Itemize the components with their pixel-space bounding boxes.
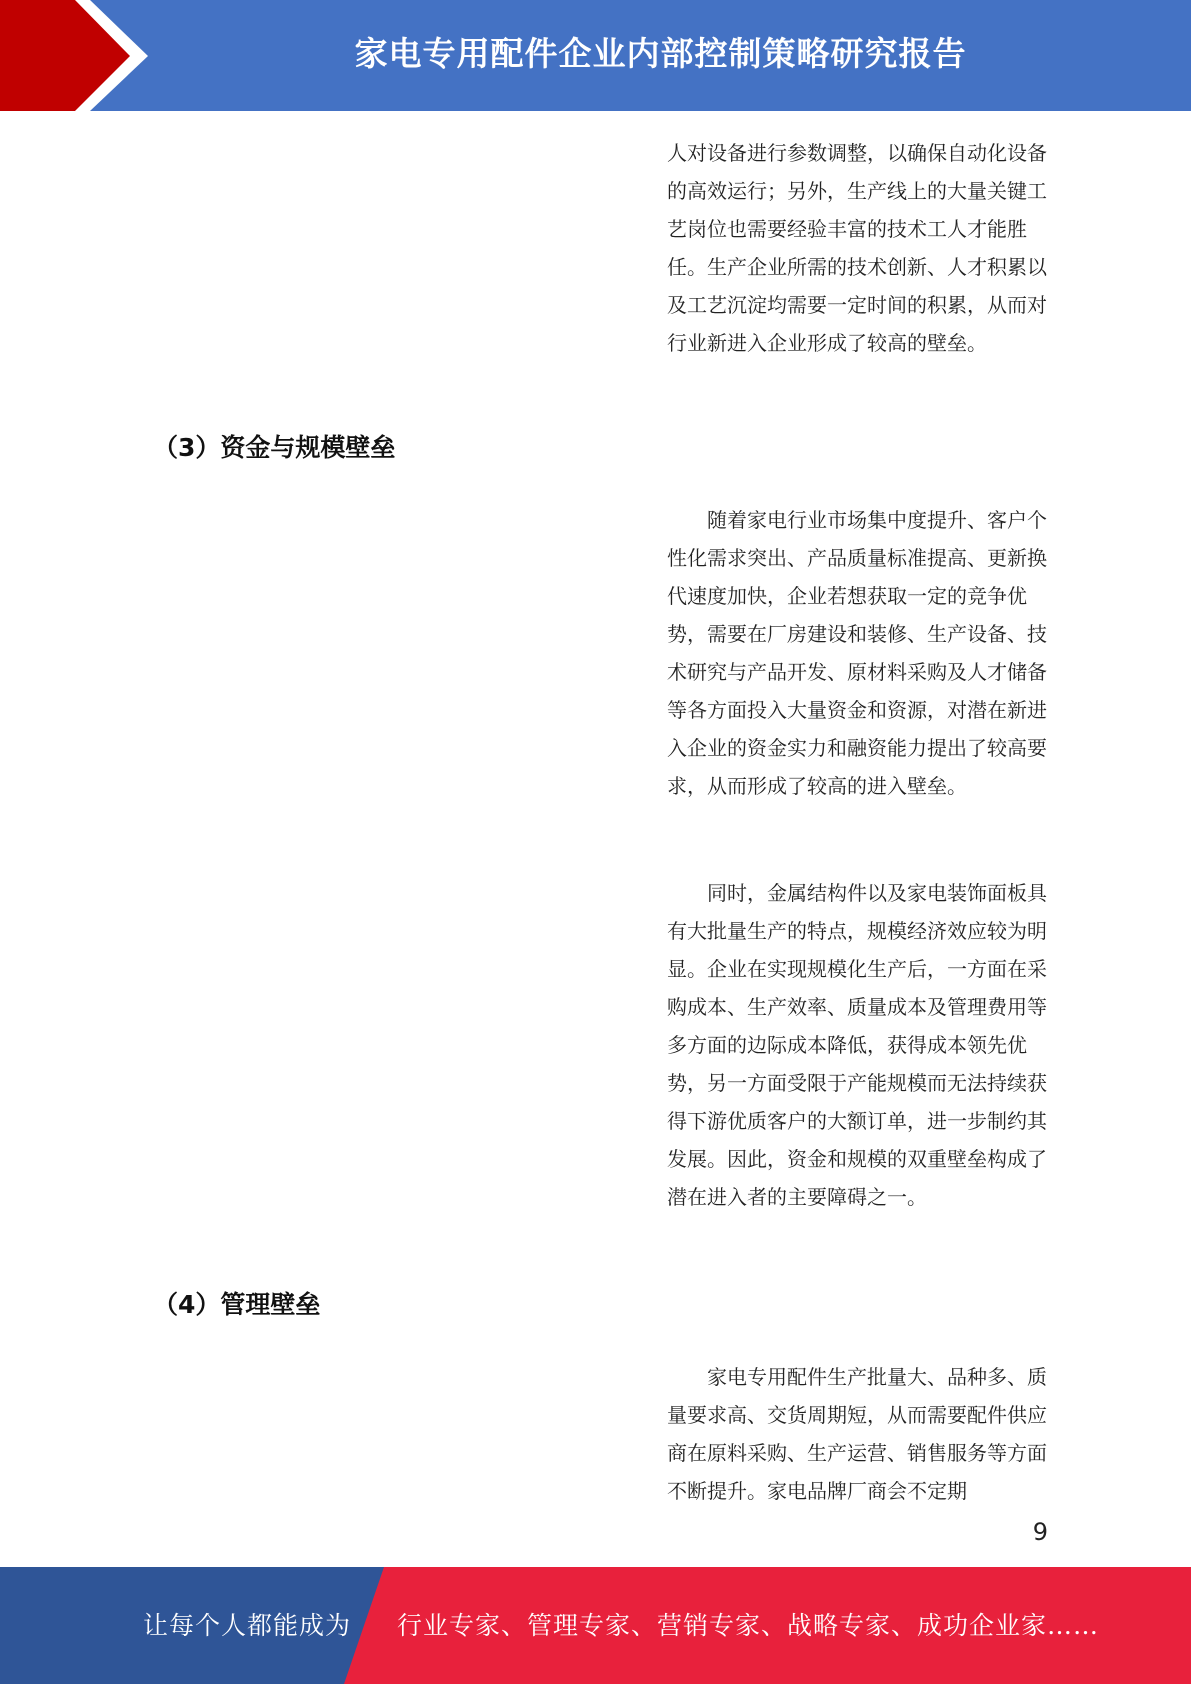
page-number: 9 <box>1032 1518 1048 1546</box>
paragraph-capital-barrier: 随着家电行业市场集中度提升、客户个性化需求突出、产品质量标准提高、更新换代速度加快，企业若想获取一定的竞争优势，需要在厂房建设和装修、生产设备、技术研究与产品开发、原材料采购及人才储备等各方面投入大量资金和资源，对潜在新进入企业的资金实力和融资能力提出了较高要求，从而形成了较高的进入壁垒。 <box>667 508 1047 798</box>
report-title: 家电专用配件企业内部控制策略研究报告 <box>354 34 967 73</box>
footer-slogan-right: 行业专家、管理专家、营销专家、战略专家、成功企业家…… <box>397 1611 1100 1640</box>
header-chevron-decoration <box>0 0 160 111</box>
footer-banner <box>0 1567 1191 1684</box>
footer-slogan-left: 让每个人都能成为 <box>143 1611 352 1640</box>
section-heading-management-barrier: （4）管理壁垒 <box>153 1290 321 1319</box>
header-banner <box>0 0 1191 111</box>
paragraph-talent-barrier: 人对设备进行参数调整，以确保自动化设备的高效运行；另外，生产线上的大量关键工艺岗位也需要经验丰富的技术工人才能胜任。生产企业所需的技术创新、人才积累以及工艺沉淀均需要一定时间的积累，从而对行业新进入企业形成了较高的壁垒。 <box>667 141 1047 355</box>
paragraph-management-barrier: 家电专用配件生产批量大、品种多、质量要求高、交货周期短，从而需要配件供应商在原料采购、生产运营、销售服务等方面不断提升。家电品牌厂商会不定期 <box>667 1365 1047 1503</box>
paragraph-scale-barrier: 同时，金属结构件以及家电装饰面板具有大批量生产的特点，规模经济效应较为明显。企业在实现规模化生产后，一方面在采购成本、生产效率、质量成本及管理费用等多方面的边际成本降低，获得成本领先优势，另一方面受限于产能规模而无法持续获得下游优质客户的大额订单，进一步制约其发展。因此，资金和规模的双重壁垒构成了潜在进入者的主要障碍之一。 <box>667 881 1047 1209</box>
section-heading-capital-scale-barrier: （3）资金与规模壁垒 <box>153 433 396 462</box>
